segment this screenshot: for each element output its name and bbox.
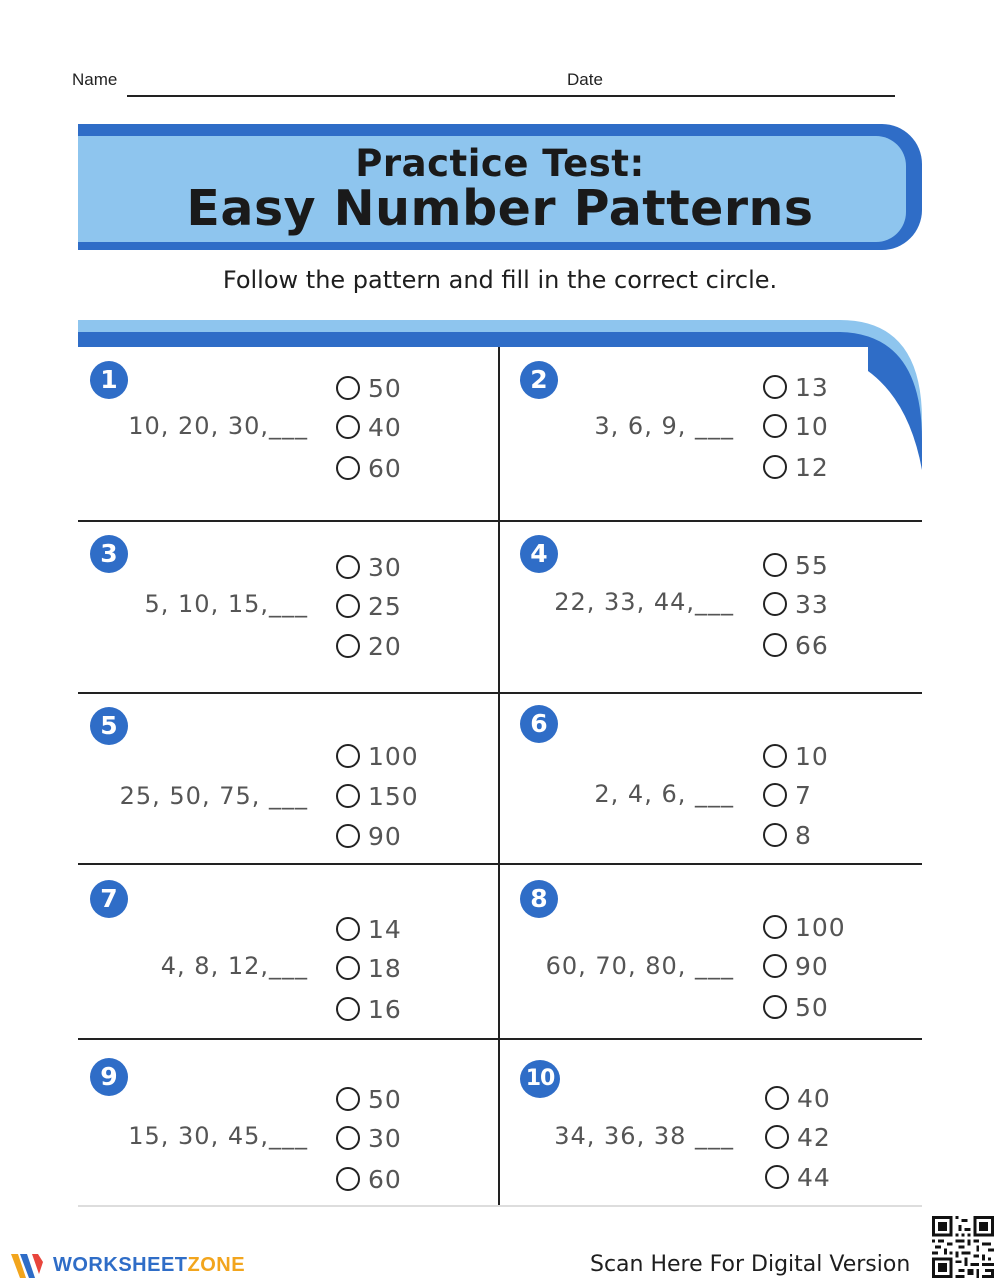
answer-circle[interactable] <box>336 784 360 808</box>
option-value: 55 <box>795 550 829 580</box>
question-number-badge: 1 <box>90 361 128 399</box>
question-sequence: 25, 50, 75, ___ <box>119 782 308 810</box>
answer-circle[interactable] <box>765 1165 789 1189</box>
answer-option[interactable] <box>336 994 402 1024</box>
option-value: 44 <box>797 1162 831 1192</box>
instructions: Follow the pattern and fill in the correct circle. <box>222 266 778 294</box>
answer-circle[interactable] <box>336 997 360 1021</box>
option-value: 20 <box>368 631 402 661</box>
date-label: Date <box>567 70 603 89</box>
option-value: 30 <box>368 552 402 582</box>
answer-circle[interactable] <box>336 555 360 579</box>
question-sequence: 15, 30, 45,___ <box>128 1122 308 1150</box>
option-value: 10 <box>795 411 829 441</box>
option-value: 50 <box>795 992 829 1022</box>
answer-option[interactable] <box>336 1123 402 1153</box>
option-value: 150 <box>368 781 419 811</box>
answer-option[interactable] <box>336 412 402 442</box>
answer-circle[interactable] <box>763 823 787 847</box>
answer-circle[interactable] <box>765 1125 789 1149</box>
question-sequence: 3, 6, 9, ___ <box>594 412 734 440</box>
option-value: 60 <box>368 453 402 483</box>
option-value: 12 <box>795 452 829 482</box>
option-value: 18 <box>368 953 402 983</box>
question-number-badge: 8 <box>520 880 558 918</box>
question-number-badge: 3 <box>90 535 128 573</box>
option-value: 50 <box>368 373 402 403</box>
answer-option[interactable] <box>763 452 829 482</box>
answer-option[interactable] <box>763 411 829 441</box>
scan-text: Scan Here For Digital Version <box>590 1252 911 1277</box>
option-value: 25 <box>368 591 402 621</box>
question-sequence: 10, 20, 30,___ <box>128 412 308 440</box>
answer-circle[interactable] <box>763 783 787 807</box>
question-number-badge: 7 <box>90 880 128 918</box>
option-value: 30 <box>368 1123 402 1153</box>
answer-option[interactable] <box>336 1084 402 1114</box>
answer-circle[interactable] <box>763 954 787 978</box>
option-value: 8 <box>795 820 812 850</box>
answer-circle[interactable] <box>336 1087 360 1111</box>
answer-option[interactable] <box>765 1122 831 1152</box>
answer-option[interactable] <box>336 591 402 621</box>
option-value: 13 <box>795 372 829 402</box>
option-value: 90 <box>368 821 402 851</box>
answer-option[interactable] <box>763 820 812 850</box>
option-value: 66 <box>795 630 829 660</box>
logo-text-worksheet: WORKSHEET <box>53 1253 188 1276</box>
question-sequence: 22, 33, 44,___ <box>554 588 734 616</box>
answer-option[interactable] <box>336 821 402 851</box>
option-value: 90 <box>795 951 829 981</box>
option-value: 50 <box>368 1084 402 1114</box>
answer-option[interactable] <box>763 550 829 580</box>
option-value: 40 <box>368 412 402 442</box>
question-sequence: 60, 70, 80, ___ <box>545 952 734 980</box>
answer-option[interactable] <box>336 914 402 944</box>
option-value: 33 <box>795 589 829 619</box>
option-value: 10 <box>795 741 829 771</box>
answer-circle[interactable] <box>336 634 360 658</box>
question-number-badge: 6 <box>520 705 558 743</box>
answer-option[interactable] <box>336 781 419 811</box>
answer-option[interactable] <box>763 630 829 660</box>
answer-circle[interactable] <box>765 1086 789 1110</box>
question-sequence: 34, 36, 38 ___ <box>554 1122 734 1150</box>
logo-text-zone: ZONE <box>187 1253 246 1276</box>
question-sequence: 2, 4, 6, ___ <box>594 780 734 808</box>
title-line-1: Practice Test: <box>355 142 645 185</box>
option-value: 100 <box>795 912 846 942</box>
answer-option[interactable] <box>763 951 829 981</box>
answer-circle[interactable] <box>763 995 787 1019</box>
answer-circle[interactable] <box>336 824 360 848</box>
logo-w-icon <box>10 1248 48 1282</box>
option-value: 14 <box>368 914 402 944</box>
answer-circle[interactable] <box>763 915 787 939</box>
question-number-badge: 10 <box>520 1060 560 1098</box>
option-value: 100 <box>368 741 419 771</box>
answer-circle[interactable] <box>763 375 787 399</box>
answer-circle[interactable] <box>336 376 360 400</box>
option-value: 40 <box>797 1083 831 1113</box>
answer-circle[interactable] <box>336 956 360 980</box>
answer-option[interactable] <box>336 453 402 483</box>
answer-option[interactable] <box>763 912 846 942</box>
answer-option[interactable] <box>336 373 402 403</box>
answer-option[interactable] <box>336 741 419 771</box>
option-value: 60 <box>368 1164 402 1194</box>
name-label: Name <box>72 70 118 89</box>
answer-circle[interactable] <box>763 414 787 438</box>
answer-circle[interactable] <box>763 455 787 479</box>
question-number-badge: 9 <box>90 1058 128 1096</box>
question-sequence: 5, 10, 15,___ <box>144 590 308 618</box>
option-value: 16 <box>368 994 402 1024</box>
answer-option[interactable] <box>763 741 829 771</box>
answer-circle[interactable] <box>763 744 787 768</box>
question-number-badge: 5 <box>90 707 128 745</box>
answer-circle[interactable] <box>336 1126 360 1150</box>
answer-circle[interactable] <box>336 1167 360 1191</box>
answer-option[interactable] <box>763 992 829 1022</box>
answer-circle[interactable] <box>763 633 787 657</box>
answer-circle[interactable] <box>336 415 360 439</box>
answer-option[interactable] <box>765 1083 831 1113</box>
worksheet-zone-logo[interactable] <box>10 1248 245 1282</box>
answer-option[interactable] <box>336 1164 402 1194</box>
title-line-2: Easy Number Patterns <box>186 180 814 237</box>
answer-option[interactable] <box>336 552 402 582</box>
answer-circle[interactable] <box>763 553 787 577</box>
answer-option[interactable] <box>765 1162 831 1192</box>
answer-circle[interactable] <box>763 592 787 616</box>
answer-option[interactable] <box>763 780 812 810</box>
question-number-badge: 4 <box>520 535 558 573</box>
answer-option[interactable] <box>336 953 402 983</box>
qr-code-icon[interactable] <box>932 1216 994 1278</box>
answer-circle[interactable] <box>336 456 360 480</box>
answer-circle[interactable] <box>336 917 360 941</box>
option-value: 7 <box>795 780 812 810</box>
answer-option[interactable] <box>336 631 402 661</box>
answer-circle[interactable] <box>336 594 360 618</box>
question-number-badge: 2 <box>520 361 558 399</box>
option-value: 42 <box>797 1122 831 1152</box>
answer-option[interactable] <box>763 372 829 402</box>
question-sequence: 4, 8, 12,___ <box>160 952 308 980</box>
answer-circle[interactable] <box>336 744 360 768</box>
answer-option[interactable] <box>763 589 829 619</box>
